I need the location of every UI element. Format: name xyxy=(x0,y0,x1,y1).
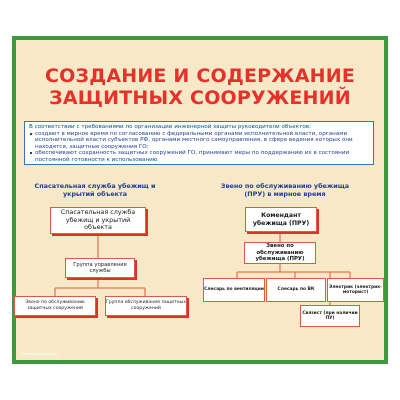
intro-item: создают в мирное время по согласованию с федеральными органами исполнительной власти, органами исполнительной власти субъектов РФ, органами местного самоуправления, в сфере ведения которых они находятся, защитные сооружения ГО; xyxy=(29,131,369,151)
intro-lead: В соответствии с требованиями по организации инженерной защиты руководители объектов: xyxy=(29,124,311,130)
left-management-group-box: Группа управления службы xyxy=(65,258,135,278)
right-plumbing-fitter-box: Слесарь по ВК xyxy=(266,278,326,302)
publisher-logo: «Наглядные пособия» xyxy=(21,352,59,356)
right-heading: Звено по обслуживанию убежища (ПРУ) в мирное время xyxy=(220,182,350,198)
intro-item: обеспечивают сохранность защитных сооружений ГО, принимают меры по поддержанию их в состоянии постоянной готовности к использованию xyxy=(29,150,369,163)
right-signalman-box: Связист (при наличии ПУ) xyxy=(300,305,360,327)
poster-title-line1: СОЗДАНИЕ И СОДЕРЖАНИЕ xyxy=(45,65,355,87)
poster-title-line2: ЗАЩИТНЫХ СООРУЖЕНИЙ xyxy=(49,87,351,109)
right-electrician-box: Электрик (электрик-моторист) xyxy=(327,278,384,302)
left-service-box: Спасательная служба убежищ и укрытий объекта xyxy=(50,207,146,234)
right-commandant-box: Комендант убежища (ПРУ) xyxy=(245,207,317,232)
left-maintenance-group-box: Группа обслуживания защитных сооружений xyxy=(105,296,187,316)
right-maintenance-link-box: Звено по обслуживанию убежища (ПРУ) xyxy=(244,242,316,264)
left-heading: Спасательная служба убежищ и укрытий объекта xyxy=(34,182,156,198)
left-maintenance-link-box: Звено по обслуживанию защитных сооружений xyxy=(14,296,96,316)
right-ventilation-fitter-box: Слесарь по вентиляции xyxy=(203,278,265,302)
